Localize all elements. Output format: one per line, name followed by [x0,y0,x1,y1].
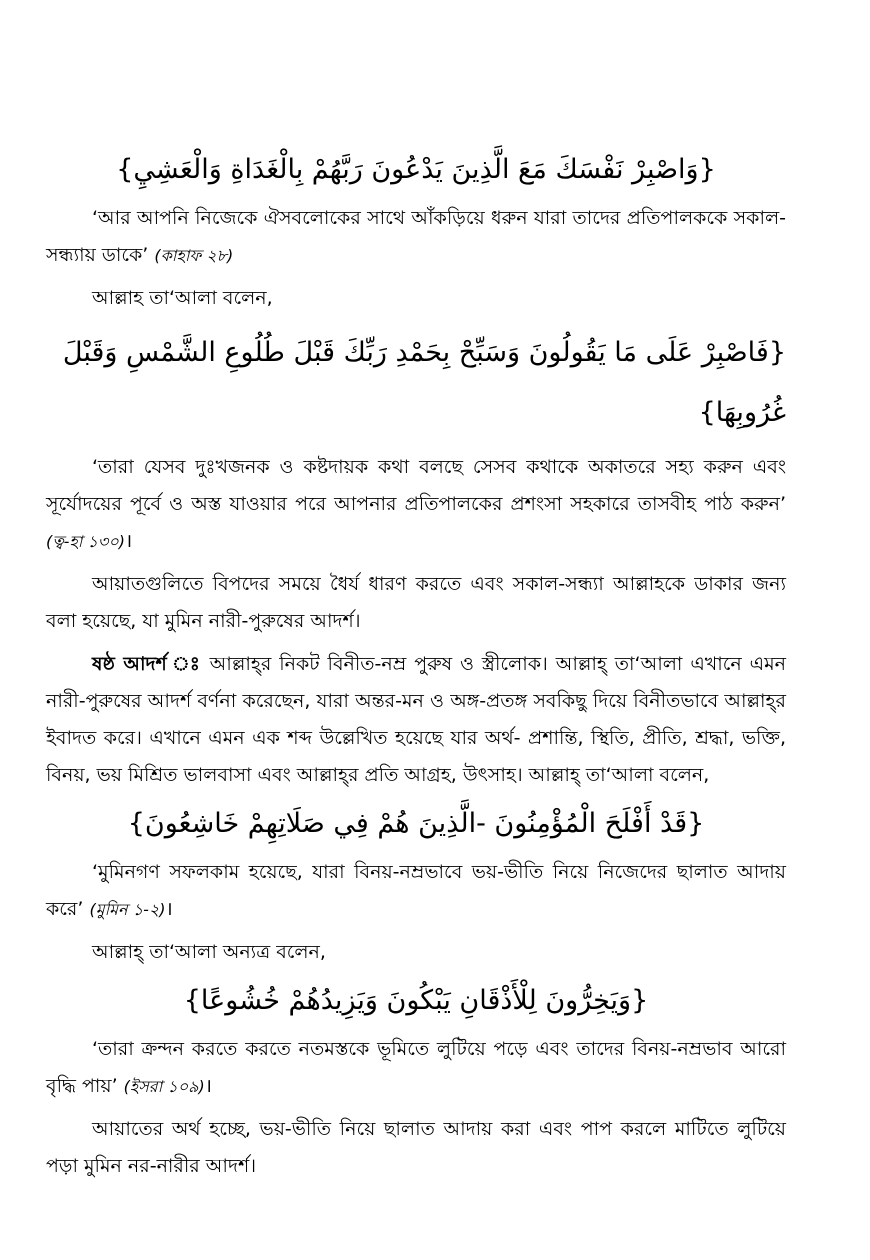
translation-taha-130 [46,449,786,560]
translation-isra-109 [46,1031,786,1105]
sixth-ideal-paragraph [46,646,786,794]
quran-verse-isra-109: {وَيَخِرُّونَ لِلْأَذْقَانِ يَبْكُونَ وَيَزِيدُهُمْ خُشُوعًا} [183,985,649,1016]
reference-taha-130: (ত্ব-হা ১৩০) [46,532,125,551]
reference-end-mark: । [165,898,173,920]
translation-text: ‘মুমিনগণ সফলকাম হয়েছে, যারা বিনয়-নম্রভাবে ভয়-ভীতি নিয়ে নিজেদের ছালাত আদায় করে’ [46,861,786,920]
reference-end-mark: । [124,530,133,552]
translation-text: ‘আর আপনি নিজেকে ঐসবলোকের সাথে আঁকড়িয়ে ধরুন যারা তাদের প্রতিপালককে সকাল-সন্ধ্যায় ডাকে’ [46,207,786,266]
closing-paragraph: আয়াতের অর্থ হচ্ছে, ভয়-ভীতি নিয়ে ছালাত আদায় করা এবং পাপ করলে মাটিতে লুটিয়ে পড়া মুমিন নর-নারীর আদর্শ। [46,1118,786,1177]
quran-verse-taha-130-line1: {فَاصْبِرْ عَلَى مَا يَقُولُونَ وَسَبِّحْ بِحَمْدِ رَبِّكَ قَبْلَ طُلُوعِ الشَّمْسِ وَقَبْلَ [62,337,786,368]
reference-kahf-28: (কাহাফ ২৮) [154,246,234,265]
intro-allah-says-elsewhere: আল্লাহ্ তা‘আলা অন্যত্র বলেন, [92,941,326,963]
translation-muminun-1-2 [46,854,786,928]
quran-verse-muminun-1-2: {قَدْ أَفْلَحَ الْمُؤْمِنُونَ -الَّذِينَ هُمْ فِي صَلَاتِهِمْ خَاشِعُونَ} [127,808,705,839]
section-body: আল্লাহ্‌র নিকট বিনীত-নম্র পুরুষ ও স্ত্রীলোক। আল্লাহ্ তা‘আলা এখানে এমন নারী-পুরুষের আদর্শ বর্ণনা করেছেন, যারা অন্তর-মন ও অঙ্গ-প্রতঙ্গ সবকিছু দিয়ে বিনীতভাবে আল্লাহ্‌র ইবাদত করে। এখানে এমন এক শব্দ উল্লেখিত হয়েছে যার অর্থ- প্রশান্তি, স্থিতি, প্রীতি, শ্রদ্ধা, ভক্তি, বিনয়, ভয় মিশ্রিত ভালবাসা এবং আল্লাহ্‌র প্রতি আগ্রহ, উৎসাহ। আল্লাহ্ তা‘আলা বলেন, [46,653,786,786]
translation-kahf-28 [46,200,786,274]
translation-text: ‘তারা ক্রন্দন করতে করতে নতমস্তকে ভূমিতে লুটিয়ে পড়ে এবং তাদের বিনয়-নম্রভাব আরো বৃদ্ধি পায়’ [46,1038,786,1097]
quran-verse-taha-130-line2: غُرُوبِهَا} [698,397,786,428]
commentary-paragraph: আয়াতগুলিতে বিপদের সময়ে ধৈর্য ধারণ করতে এবং সকাল-সন্ধ্যা আল্লাহকে ডাকার জন্য বলা হয়েছে, যা মুমিন নারী-পুরুষের আদর্শ। [46,573,786,632]
translation-text: ‘তারা যেসব দুঃখজনক ও কষ্টদায়ক কথা বলছে সেসব কথাকে অকাতরে সহ্য করুন এবং সূর্যোদয়ের পূর্বে ও অস্ত যাওয়ার পরে আপনার প্রতিপালকের প্রশংসা সহকারে তাসবীহ পাঠ করুন’ [46,456,786,515]
reference-end-mark: । [204,1075,212,1097]
section-heading: ষষ্ঠ আদর্শ ঃ [92,653,202,675]
intro-allah-says: আল্লাহ তা‘আলা বলেন, [92,287,273,309]
quran-verse-kahf-28: {وَاصْبِرْ نَفْسَكَ مَعَ الَّذِينَ يَدْعُونَ رَبَّهُمْ بِالْغَدَاةِ وَالْعَشِيِ} [116,154,716,185]
reference-isra-109: (ইসরা ১০৯) [123,1077,205,1096]
reference-muminun-1-2: (মুমিন ১-২) [89,900,166,919]
